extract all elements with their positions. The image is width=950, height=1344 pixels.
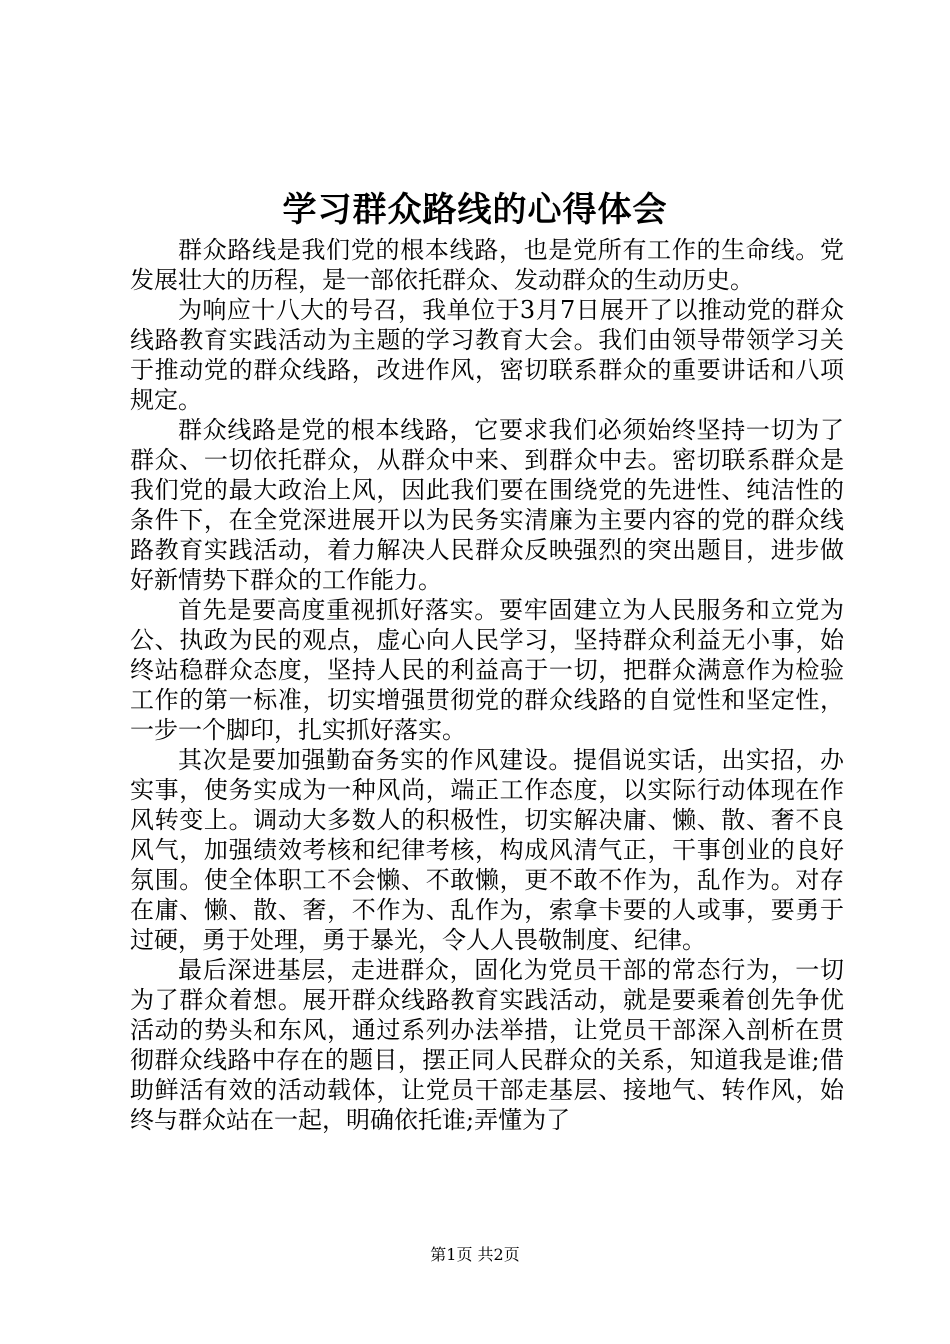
paragraph: 群众路线是我们党的根本线路，也是党所有工作的生命线。党发展壮大的历程，是一部依托群众、发动群众的生动历史。 bbox=[130, 236, 844, 294]
paragraph: 为响应十八大的号召，我单位于3月7日展开了以推动党的群众线路教育实践活动为主题的学习教育大会。我们由领导带领学习关于推动党的群众线路，改进作风，密切联系群众的重要讲话和八项规定。 bbox=[130, 296, 844, 414]
page-number-footer: 第1页 共2页 bbox=[430, 1245, 520, 1264]
paragraph: 首先是要高度重视抓好落实。要牢固建立为人民服务和立党为公、执政为民的观点，虚心向人民学习，坚持群众利益无小事，始终站稳群众态度，坚持人民的利益高于一切，把群众满意作为检验工作的第一标准，切实增强贯彻党的群众线路的自觉性和坚定性，一步一个脚印，扎实抓好落实。 bbox=[130, 596, 844, 744]
paragraph: 其次是要加强勤奋务实的作风建设。提倡说实话，出实招，办实事，使务实成为一种风尚，端正工作态度，以实际行动体现在作风转变上。调动大多数人的积极性，切实解决庸、懒、散、奢不良风气，加强绩效考核和纪律考核，构成风清气正，干事创业的良好氛围。使全体职工不会懒、不敢懒，更不敢不作为，乱作为。对存在庸、懒、散、奢，不作为、乱作为，索拿卡要的人或事，要勇于过硬，勇于处理，勇于暴光，令人人畏敬制度、纪律。 bbox=[130, 746, 844, 954]
document-title: 学习群众路线的心得体会 bbox=[282, 190, 668, 230]
document-body bbox=[130, 235, 844, 1135]
paragraph: 最后深进基层，走进群众，固化为党员干部的常态行为，一切为了群众着想。展开群众线路教育实践活动，就是要乘着创先争优活动的势头和东风，通过系列办法举措，让党员干部深入剖析在贯彻群众线路中存在的题目，摆正同人民群众的关系，知道我是谁;借助鲜活有效的活动载体，让党员干部走基层、接地气、转作风，始终与群众站在一起，明确依托谁;弄懂为了 bbox=[130, 956, 844, 1134]
paragraph: 群众线路是党的根本线路，它要求我们必须始终坚持一切为了群众、一切依托群众，从群众中来、到群众中去。密切联系群众是我们党的最大政治上风，因此我们要在围绕党的先进性、纯洁性的条件下，在全党深进展开以为民务实清廉为主要内容的党的群众线路教育实践活动，着力解决人民群众反映强烈的突出题目，进步做好新情势下群众的工作能力。 bbox=[130, 416, 844, 594]
